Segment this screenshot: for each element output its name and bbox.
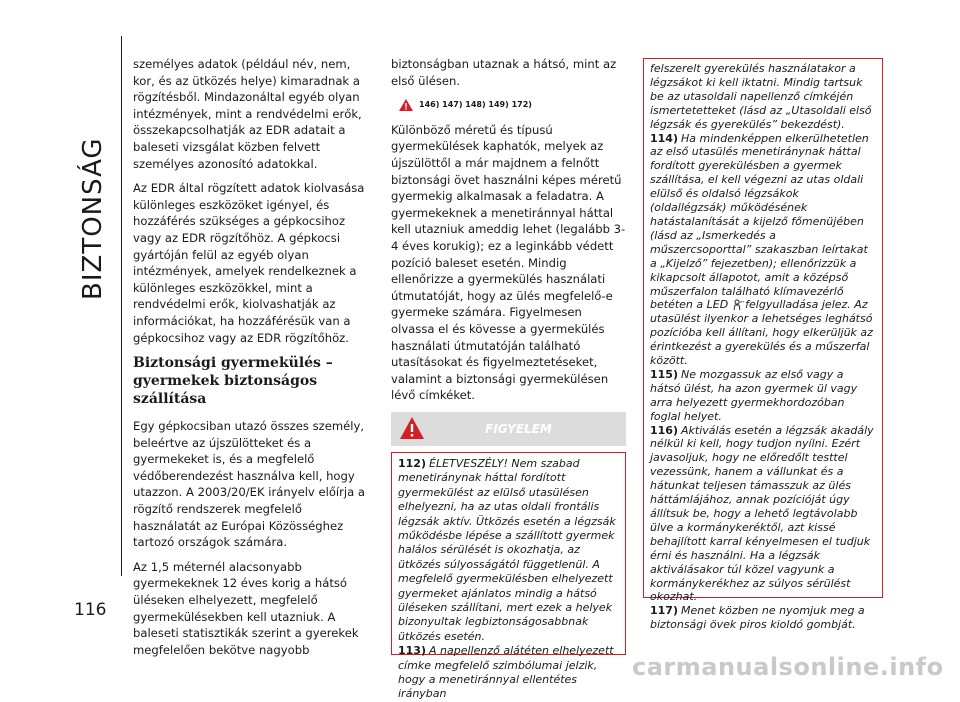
watermark: carmanualsonline.info [632,653,944,681]
warning-item [650,604,876,632]
warning-text: Ne mozgassuk az első vagy a hátsó ülést, ha azon gyermek ül vagy arra helyezett gyermekhordozóban foglal helyet. [650,367,858,423]
warning-triangle-icon [399,99,413,111]
warning-item [650,368,876,424]
warning-item [650,132,876,368]
warning-text: Ha mindenképpen elkerülhetetlen az első utasülés menetiránynak háttal fordított gyerekülésben a gyermek szállítása, el kell végezni az utas oldali elülső és oldalsó légzsákok (oldallégzsák) működésének hatástalanítását a kijelző főmenüjében (lásd az „Ismerkedés a műszercsoporttal” szakaszban leírtakat a „Kijelző” fejezetben); ellenőrizzük a kikapcsolt állapotot, amit a középső műszerfalon található klímavezérlő betéten a LED [650,131,869,312]
warning-number: 113) [398,644,426,658]
svg-text:OFF: OFF [738,300,744,305]
paragraph: biztonságban utaznak a hátsó, mint az első ülésen. [391,57,617,88]
warning-text: felszerelt gyerekülés használatakor a légzsákot ki kell iktatni. Mindig tartsuk be az utasoldali napellenző címkéjén ismertetetteket (lásd az „Utasoldali első légzsák és gyerekülés” bekezdést). [650,62,872,131]
section-title: BIZTONSÁG [78,137,108,300]
warning-text: Menet közben ne nyomjuk meg a biztonsági övek piros kioldó gombját. [650,604,865,632]
warning-number: 116) [650,423,678,437]
paragraph: Az EDR által rögzített adatok kiolvasása különleges eszközöket igényel, és hozzáférés szükséges a gépkocsihoz vagy az EDR rögzítőhöz. A gépkocsi gyártóján felül az egyéb olyan intézmények, amelyek rendelkeznek a különleges eszközökkel, mint a rendvédelmi erők, kiolvashatják az információkat, ha hozzáférésük van a gépkocsihoz vagy az EDR rögzítőhöz. [133,181,365,345]
paragraph: Egy gépkocsiban utazó összes személy, beleértve az újszülötteket és a gyermekeket is, és a megfelelő védőberendezést használva kell, hogy utazzon. A 2003/20/EK irányelv előírja a rögzítő rendszerek megfelelő használatát az Európai Közösséghez tartozó országok számára. [133,419,366,550]
reference-list: 146) 147) 148) 149) 172) [419,100,532,110]
paragraph: személyes adatok (például név, nem, kor, és az ütközés helye) kimaradnak a rögzítésből. Mindazonáltal egyéb olyan intézmények, mint a rendvédelmi erők, összekapcsolhatják az EDR adatait a baleseti vizsgálat közben felvett személyes azonosító adatokkal. [133,57,362,171]
warning-number: 114) [650,131,678,145]
warning-label: FIGYELEM [485,421,552,436]
warning-text: ÉLETVESZÉLY! Nem szabad menetiránynak háttal fordított gyermekülést az elülső utasülésen elhelyezni, ha az utas oldali frontális légzsák aktív. Ütközés esetén a légzsák működésbe lépése a szállított gyermek halálos sérülését is okozhatja, az ütközés súlyosságától függetlenül. A megfelelő gyermekülésben elhelyezett gyermeket ajánlatos mindig a hátsó üléseken szállítani, mert ezek a helyek bizonyultak legbiztonságosabbnak ütközés esetén. [398,456,616,643]
warning-number: 117) [650,604,678,618]
paragraph: Az 1,5 méternél alacsonyabb gyermekeknek 12 éves korig a hátsó üléseken elhelyezett, megfelelő gyermekülésekben kell utazniuk. A baleseti statisztikák szerint a gyerekek megfelelően bekötve nagyobb [133,559,359,657]
paragraph: Különböző méretű és típusú gyermekülések kaphatók, melyek az újszülöttől a már majdnem a felnőtt biztonsági övet használni képes méretű gyermekig alkalmasak a feladatra. A gyermekeknek a menetiránnyal háttal kell utazniuk ameddig lehet (legalább 3-4 éves korukig); ez a leginkább védett pozíció baleset esetén. Mindig ellenőrizze a gyermekülés használati útmutatóját, hogy az ülés megfelelő-e gyermeke számára. Figyelmesen olvassa el és kövesse a gyermekülés használati útmutatóján található utasításokat és figyelmeztetéseket, valamint a biztonsági gyermekülésen lévő címkéket. [391,122,626,403]
section-heading: Biztonsági gyermekülés – gyermekek biztonságos szállítása [133,355,333,408]
divider [121,36,122,576]
warning-text: Aktiválás esetén a légzsák akadály nélkül ki kell, hogy tudjon nyílni. Ezért javasoljuk, hogy ne előredőlt testtel vezessünk, hanem a vállunkat és a hátunkat teljesen támasszuk az ülés háttámlájához, annak pozícióját úgy állítsuk be, hogy a lehető legtávolabb ülve a kormánykeréktől, azt kissé behajlított karral kényelmesen el tudjuk érni és használni. Ha a légzsák aktiválásakor túl közel vagyunk a kormánykerékhez az súlyos sérülést okozhat. [650,423,874,604]
warning-number: 112) [398,456,426,470]
warning-text: felgyulladása jelez. Az utasülést ilyenkor a lehetséges leghátsó pozícióba kell állítani, hogy elkerüljük az érintkezést a gyerekülés és a műszerfal között. [650,298,873,368]
warning-item [650,424,876,605]
warning-item [398,644,619,702]
column-1 [133,56,368,666]
column-3-warning-box [643,58,883,632]
warning-header [391,412,626,446]
warning-references [399,97,626,114]
warning-number: 115) [650,367,678,381]
warning-triangle-icon [399,416,425,440]
airbag-off-led-icon [732,299,742,311]
column-2 [391,56,626,701]
warning-box [391,452,626,701]
page-number: 116 [74,600,107,620]
warning-item [398,457,619,644]
warning-text: A napellenző alátéten elhelyezett címke megfelelő szimbólumai jelzik, hogy a menetiránnyal ellentétes irányban [398,644,614,701]
